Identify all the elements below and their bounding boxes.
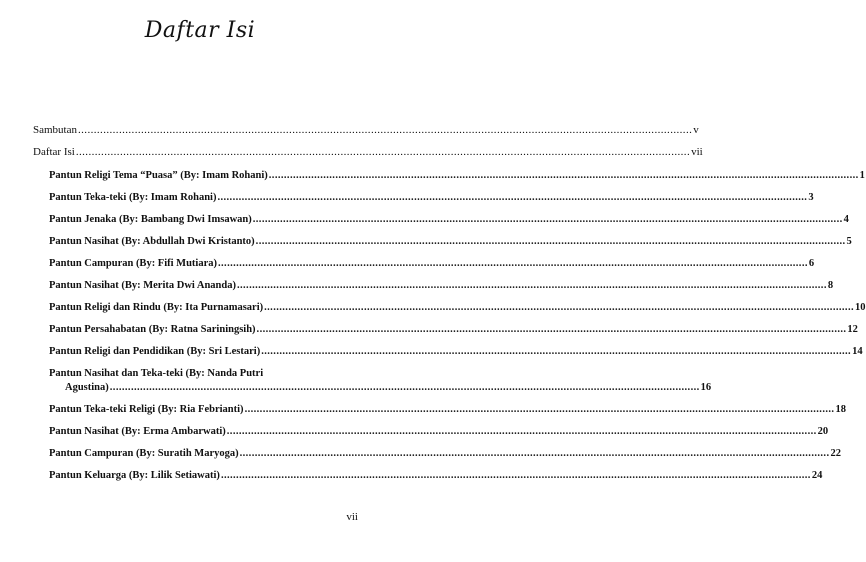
dot-leader: ...................................................................................................................................................................................................: [226, 426, 817, 437]
dot-leader: ...................................................................................................................................................................................................: [218, 258, 808, 269]
toc-entry[interactable]: [33, 345, 863, 359]
dot-leader: ...................................................................................................................................................................................................: [78, 124, 693, 136]
toc-entry-page: 6: [808, 258, 815, 269]
toc-entry[interactable]: [33, 123, 699, 137]
toc-entry-label: Sambutan: [33, 124, 77, 136]
toc-entry-label: Pantun Religi dan Pendidikan (By: Sri Lestari): [49, 346, 261, 357]
toc-entry[interactable]: [33, 191, 814, 205]
dot-leader: ...................................................................................................................................................................................................: [261, 346, 852, 357]
toc-entry[interactable]: [33, 301, 866, 315]
toc-entry[interactable]: [33, 235, 852, 249]
toc-entry-page: 1: [859, 170, 865, 181]
toc-entry[interactable]: [33, 257, 815, 271]
page-number: vii: [346, 511, 358, 523]
toc-entry-page: 5: [846, 236, 852, 247]
page-title: Daftar Isi: [144, 18, 256, 43]
toc-entry[interactable]: [33, 469, 823, 483]
dot-leader: ...................................................................................................................................................................................................: [252, 214, 843, 225]
toc-entry-page: 14: [852, 346, 863, 357]
toc-entry[interactable]: [33, 447, 841, 461]
toc-entry[interactable]: [33, 425, 829, 439]
dot-leader: ...................................................................................................................................................................................................: [236, 280, 827, 291]
toc-entry-page: 22: [830, 448, 841, 459]
dot-leader: ...................................................................................................................................................................................................: [264, 302, 854, 313]
toc-entry-label: Pantun Keluarga (By: Lilik Setiawati): [49, 470, 220, 481]
toc-entry-label: Pantun Teka-teki Religi (By: Ria Febrianti): [49, 404, 244, 415]
toc-entry-page: 3: [808, 192, 814, 203]
toc-entry-label: Pantun Persahabatan (By: Ratna Sariningsih): [49, 324, 256, 335]
toc-entry-label-line2: Agustina): [65, 382, 109, 393]
toc-entry-multiline[interactable]: [33, 367, 712, 395]
dot-leader: ...................................................................................................................................................................................................: [255, 236, 846, 247]
toc-entry-label: Pantun Campuran (By: Suratih Maryoga): [49, 448, 239, 459]
dot-leader: ...................................................................................................................................................................................................: [109, 382, 700, 393]
toc-entry-page: 12: [847, 324, 858, 335]
dot-leader: ...................................................................................................................................................................................................: [217, 192, 808, 203]
dot-leader: ...................................................................................................................................................................................................: [268, 170, 859, 181]
toc-entry-label: Daftar Isi: [33, 146, 75, 158]
toc-entry[interactable]: [33, 403, 846, 417]
toc-entry-label: Pantun Teka-teki (By: Imam Rohani): [49, 192, 217, 203]
toc-entry-page: 8: [827, 280, 834, 291]
toc-entry-page: vii: [691, 146, 703, 158]
toc-entry[interactable]: [33, 279, 834, 293]
toc-entry-page: 18: [835, 404, 846, 415]
toc-entry[interactable]: [33, 169, 865, 183]
toc-entry[interactable]: [33, 323, 858, 337]
toc-entry[interactable]: [33, 145, 703, 159]
toc-entry-page: 4: [843, 214, 849, 225]
toc-entry-label: Pantun Nasihat (By: Merita Dwi Ananda): [49, 280, 236, 291]
toc-entry-page: 10: [855, 302, 866, 313]
toc-entry-page: v: [693, 124, 699, 136]
toc-entry-page: 24: [811, 470, 823, 481]
toc-entry-label: Pantun Nasihat (By: Abdullah Dwi Kristanto): [49, 236, 255, 247]
dot-leader: ...................................................................................................................................................................................................: [220, 470, 811, 481]
toc-entry[interactable]: [33, 213, 849, 227]
toc-entry-page: 20: [817, 426, 829, 437]
toc-entry-label: Pantun Nasihat (By: Erma Ambarwati): [49, 426, 226, 437]
toc-entry-page: 16: [700, 382, 712, 393]
toc-entry-label-line1: Pantun Nasihat dan Teka-teki (By: Nanda Putri: [49, 368, 264, 379]
toc-entry-label: Pantun Religi Tema “Puasa” (By: Imam Rohani): [49, 170, 268, 181]
dot-leader: ...................................................................................................................................................................................................: [75, 146, 691, 158]
dot-leader: ...................................................................................................................................................................................................: [256, 324, 847, 335]
toc-entry-label: Pantun Religi dan Rindu (By: Ita Purnamasari): [49, 302, 264, 313]
table-of-contents: [33, 123, 866, 483]
dot-leader: ...................................................................................................................................................................................................: [239, 448, 830, 459]
toc-entry-label: Pantun Campuran (By: Fifi Mutiara): [49, 258, 217, 269]
toc-entry-label: Pantun Jenaka (By: Bambang Dwi Imsawan): [49, 214, 252, 225]
dot-leader: ...................................................................................................................................................................................................: [244, 404, 835, 415]
